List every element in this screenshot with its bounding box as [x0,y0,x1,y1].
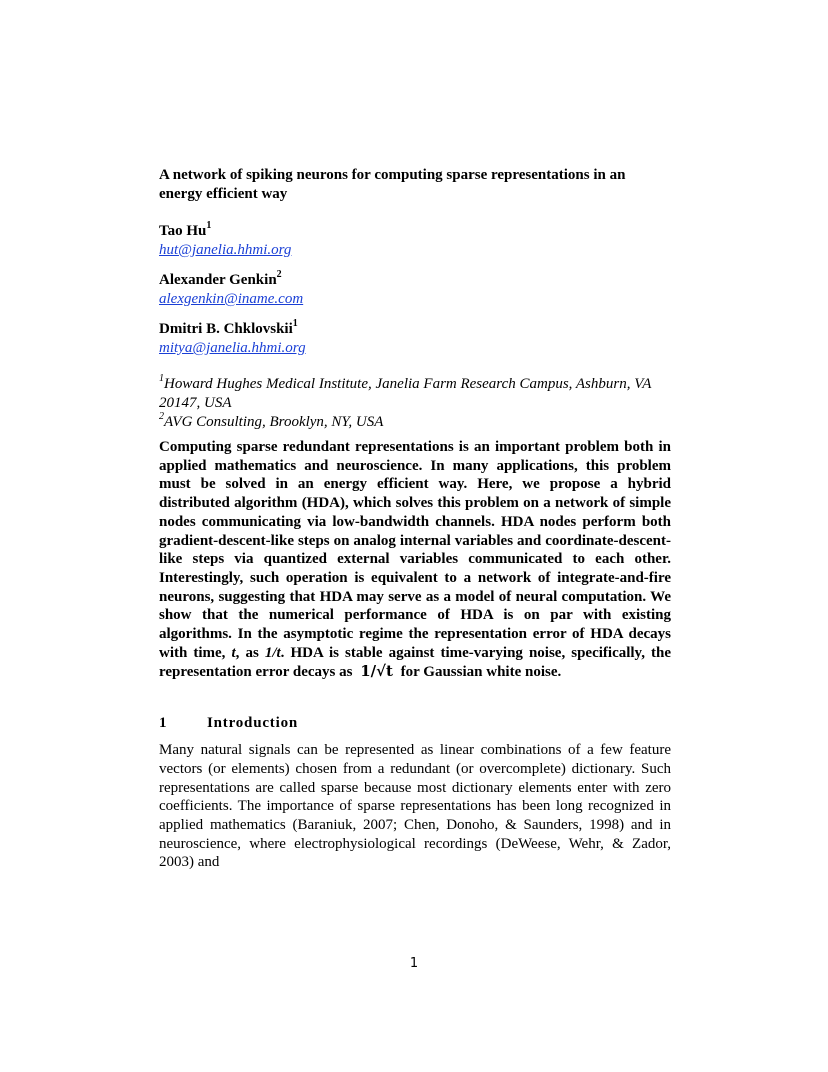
author-block [159,222,671,259]
paper-page [159,166,671,872]
author-email-link[interactable]: hut@janelia.hhmi.org [159,242,292,258]
affiliation-line: $^2$AVG Consulting, Brooklyn, NY, USA [159,411,384,430]
author-name: Dmitri B. Chklovskii$^1$ [159,318,298,337]
author-affil-mark: 1 [292,318,298,329]
paper-title: A network of spiking neurons for computing sparse representations in an energy efficient way [159,167,626,202]
author-block [159,320,671,357]
author-block [159,271,671,308]
author-name: Alexander Genkin$^2$ [159,269,282,288]
intro-paragraph: Many natural signals can be represented as linear combinations of a few feature vectors (or elements) chosen from a redundant (or overcomplete) dictionary. Such representations are called sparse because most dictionary elements enter with zero coefficients. The importance of sparse representations has been long recognized in applied mathematics (Baraniuk, 2007; Chen, Donoho, & Saunders, 1998) and in neuroscience, where electrophysiological recordings (DeWeese, Wehr, & Zador, 2003) and [159,742,671,871]
author-affil-mark: 1 [206,220,212,231]
author-name: Tao Hu$^1$ [159,220,212,239]
page-number: 1 [409,956,419,971]
author-email-link[interactable]: mitya@janelia.hhmi.org [159,340,306,356]
section-heading: 1 Introduction [159,715,299,732]
author-email-link[interactable]: alexgenkin@iname.com [159,291,304,307]
author-affil-mark: 2 [276,269,282,280]
math-expression: 1/√t [360,662,393,681]
abstract: Computing sparse redundant representations is an important problem both in applied mathematics and neuroscience. In many applications, this problem must be solved in an energy efficient way. Here, we propose a hybrid distributed algorithm (HDA), which solves this problem on a network of simple nodes communicating via low-bandwidth channels. HDA nodes perform both gradient-descent-like steps on analog internal variables and coordinate-descent-like steps via quantized external variables communicated to each other. Interestingly, such operation is equivalent to a network of integrate-and-fire neurons, suggesting that HDA may serve as a model of neural computation. We show that the numerical performance of HDA is on par with existing algorithms. In the asymptotic regime the representation error of HDA decays with time, t, as 1/t. HDA is stable against time-varying noise, specifically, the representation error decays as 1/√t for Gaussian white noise. [159,439,672,681]
affiliations [159,375,671,432]
affiliation-line: $^1$Howard Hughes Medical Institute, Janelia Farm Research Campus, Ashburn, VA 20147, USA [159,373,652,411]
